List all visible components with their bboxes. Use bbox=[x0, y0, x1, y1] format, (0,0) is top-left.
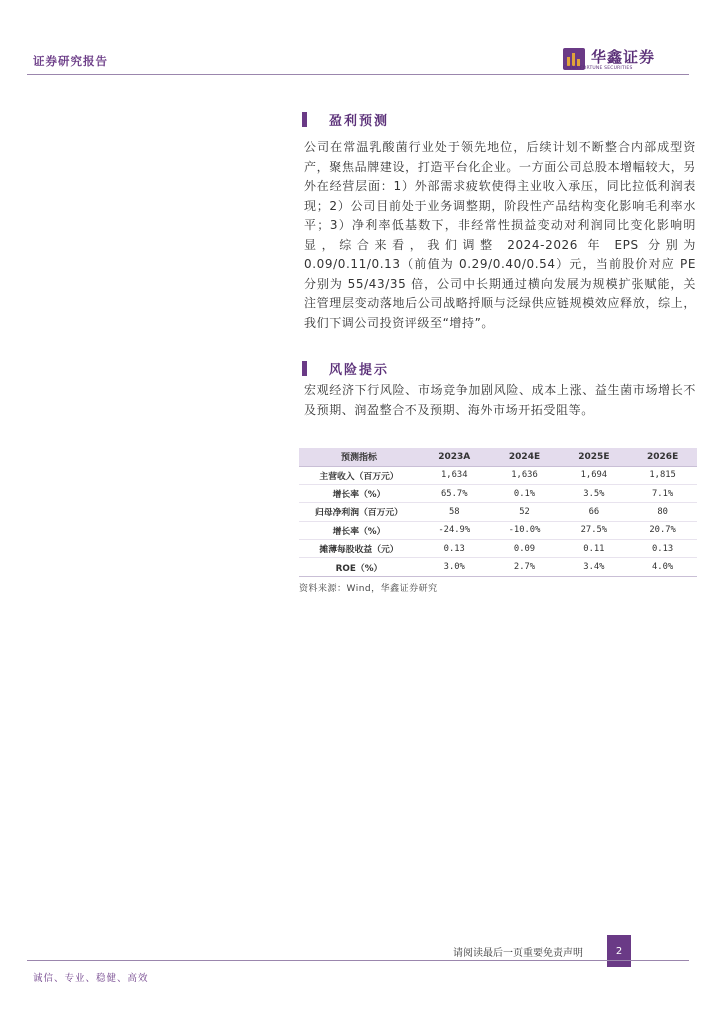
table-cell: 1,694 bbox=[560, 466, 629, 484]
report-type-label: 证券研究报告 bbox=[33, 54, 108, 68]
table-row bbox=[299, 503, 697, 521]
table-cell: 1,815 bbox=[628, 466, 697, 484]
table-cell: 摊薄每股收益（元） bbox=[299, 540, 419, 558]
forecast-table bbox=[299, 448, 697, 577]
table-cell: 增长率（%） bbox=[299, 521, 419, 539]
table-header-cell: 2024E bbox=[490, 448, 560, 466]
profit-forecast-paragraph: 公司在常温乳酸菌行业处于领先地位，后续计划不断整合内部成型资产，聚焦品牌建设，打造平台化企业。一方面公司总股本增幅较大，另外在经营层面：1）外部需求疲软使得主业收入承压，同比拉低利润表现；2）公司目前处于业务调整期，阶段性产品结构变化影响毛利率水平；3）净利率低基数下，非经常性损益变动对利润同比变化影响明显，综合来看，我们调整 2024-2026 年 EPS 分别为 0.09/0.11/0.13（前值为 0.29/0.40/0.54）元，当前股价对应 PE 分别为 55/43/35 倍，公司中长期通过横向发展为规模扩张赋能，关注管理层变动落地后公司战略捋顺与泛绿供应链规模效应释放，综上，我们下调公司投资评级至“增持”。 bbox=[304, 140, 696, 330]
table-cell: 3.4% bbox=[560, 558, 629, 576]
table-row bbox=[299, 466, 697, 484]
header-divider bbox=[27, 74, 689, 75]
table-cell: 65.7% bbox=[419, 484, 490, 502]
table-row bbox=[299, 558, 697, 576]
disclaimer-link[interactable]: 请阅读最后一页重要免责声明 bbox=[453, 948, 583, 959]
table-row bbox=[299, 521, 697, 539]
footer-motto: 诚信、专业、稳健、高效 bbox=[33, 973, 149, 984]
table-cell: 1,636 bbox=[490, 466, 560, 484]
page-number: 2 bbox=[607, 935, 631, 967]
table-header-cell: 2023A bbox=[419, 448, 490, 466]
table-cell: 3.0% bbox=[419, 558, 490, 576]
table-cell: 增长率（%） bbox=[299, 484, 419, 502]
table-row bbox=[299, 540, 697, 558]
table-cell: -24.9% bbox=[419, 521, 490, 539]
table-cell: 66 bbox=[560, 503, 629, 521]
table-cell: 52 bbox=[490, 503, 560, 521]
footer-divider bbox=[27, 960, 689, 961]
section-bar-icon bbox=[302, 112, 307, 127]
table-cell: 4.0% bbox=[628, 558, 697, 576]
table-cell: -10.0% bbox=[490, 521, 560, 539]
section-title-risk bbox=[302, 357, 389, 379]
company-logo bbox=[563, 46, 673, 72]
table-row bbox=[299, 484, 697, 502]
table-cell: 2.7% bbox=[490, 558, 560, 576]
table-source-note: 资料来源：Wind，华鑫证券研究 bbox=[299, 584, 438, 594]
table-cell: 0.13 bbox=[628, 540, 697, 558]
table-cell: 58 bbox=[419, 503, 490, 521]
table-cell: 0.11 bbox=[560, 540, 629, 558]
table-cell: ROE（%） bbox=[299, 558, 419, 576]
table-cell: 0.09 bbox=[490, 540, 560, 558]
table-cell: 3.5% bbox=[560, 484, 629, 502]
logo-subtitle: CHINA FORTUNE SECURITIES bbox=[563, 66, 633, 71]
section-title-text: 盈利预测 bbox=[329, 113, 390, 129]
table-header-cell: 2026E bbox=[628, 448, 697, 466]
table-header-cell: 2025E bbox=[560, 448, 629, 466]
section-title-text: 风险提示 bbox=[329, 362, 390, 378]
table-cell: 主营收入（百万元） bbox=[299, 466, 419, 484]
table-cell: 7.1% bbox=[628, 484, 697, 502]
risk-paragraph: 宏观经济下行风险、市场竞争加剧风险、成本上涨、益生菌市场增长不及预期、润盈整合不及预期、海外市场开拓受阻等。 bbox=[304, 383, 696, 417]
table-cell: 80 bbox=[628, 503, 697, 521]
section-bar-icon bbox=[302, 361, 307, 376]
table-cell: 0.1% bbox=[490, 484, 560, 502]
table-cell: 0.13 bbox=[419, 540, 490, 558]
table-cell: 20.7% bbox=[628, 521, 697, 539]
table-header-row bbox=[299, 448, 697, 466]
table-cell: 归母净利润（百万元） bbox=[299, 503, 419, 521]
section-title-profit bbox=[302, 108, 389, 130]
table-cell: 1,634 bbox=[419, 466, 490, 484]
table-cell: 27.5% bbox=[560, 521, 629, 539]
table-header-cell: 预测指标 bbox=[299, 448, 419, 466]
logo-name: 华鑫证券 bbox=[591, 48, 656, 66]
